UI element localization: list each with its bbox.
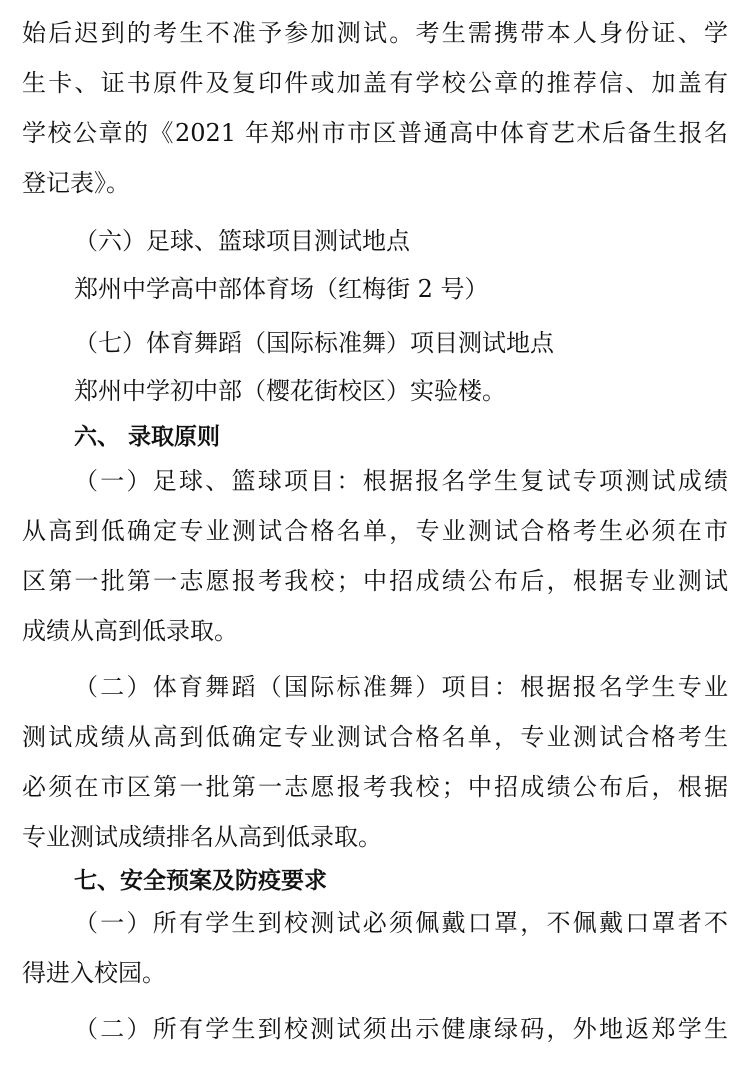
paragraph-line: 始后迟到的考生不准予参加测试。考生需携带本人身份证、学 <box>22 19 728 47</box>
paragraph-line: 学校公章的《2021 年郑州市市区普通高中体育艺术后备生报名 <box>22 119 728 147</box>
subheading-line: （六）足球、篮球项目测试地点 <box>74 227 410 255</box>
paragraph-line: （一）足球、篮球项目：根据报名学生复试专项测试成绩 <box>74 467 728 495</box>
subheading-line: （七）体育舞蹈（国际标准舞）项目测试地点 <box>74 329 554 357</box>
paragraph-line: 得进入校园。 <box>22 959 166 987</box>
paragraph-line: 专业测试成绩排名从高到低录取。 <box>22 823 382 851</box>
paragraph-line: 区第一批第一志愿报考我校；中招成绩公布后，根据专业测试 <box>22 567 728 595</box>
paragraph-line: （二）所有学生到校测试须出示健康绿码，外地返郑学生 <box>74 1015 728 1043</box>
paragraph-line: 郑州中学初中部（樱花街校区）实验楼。 <box>74 377 506 405</box>
paragraph-line: （一）所有学生到校测试必须佩戴口罩，不佩戴口罩者不 <box>74 909 728 937</box>
paragraph-line: 成绩从高到低录取。 <box>22 617 238 645</box>
paragraph-line: 必须在市区第一批第一志愿报考我校；中招成绩公布后，根据 <box>22 773 728 801</box>
section-heading: 七、安全预案及防疫要求 <box>74 868 327 894</box>
paragraph-line: 郑州中学高中部体育场（红梅街 2 号） <box>74 275 489 303</box>
paragraph-line: 测试成绩从高到低确定专业测试合格名单，专业测试合格考生 <box>22 723 728 751</box>
section-heading: 六、 录取原则 <box>74 424 221 450</box>
paragraph-line: 生卡、证书原件及复印件或加盖有学校公章的推荐信、加盖有 <box>22 69 728 97</box>
paragraph-line: 从高到低确定专业测试合格名单，专业测试合格考生必须在市 <box>22 517 728 545</box>
paragraph-line: （二）体育舞蹈（国际标准舞）项目：根据报名学生专业 <box>74 673 728 701</box>
paragraph-line: 登记表》。 <box>22 169 130 197</box>
